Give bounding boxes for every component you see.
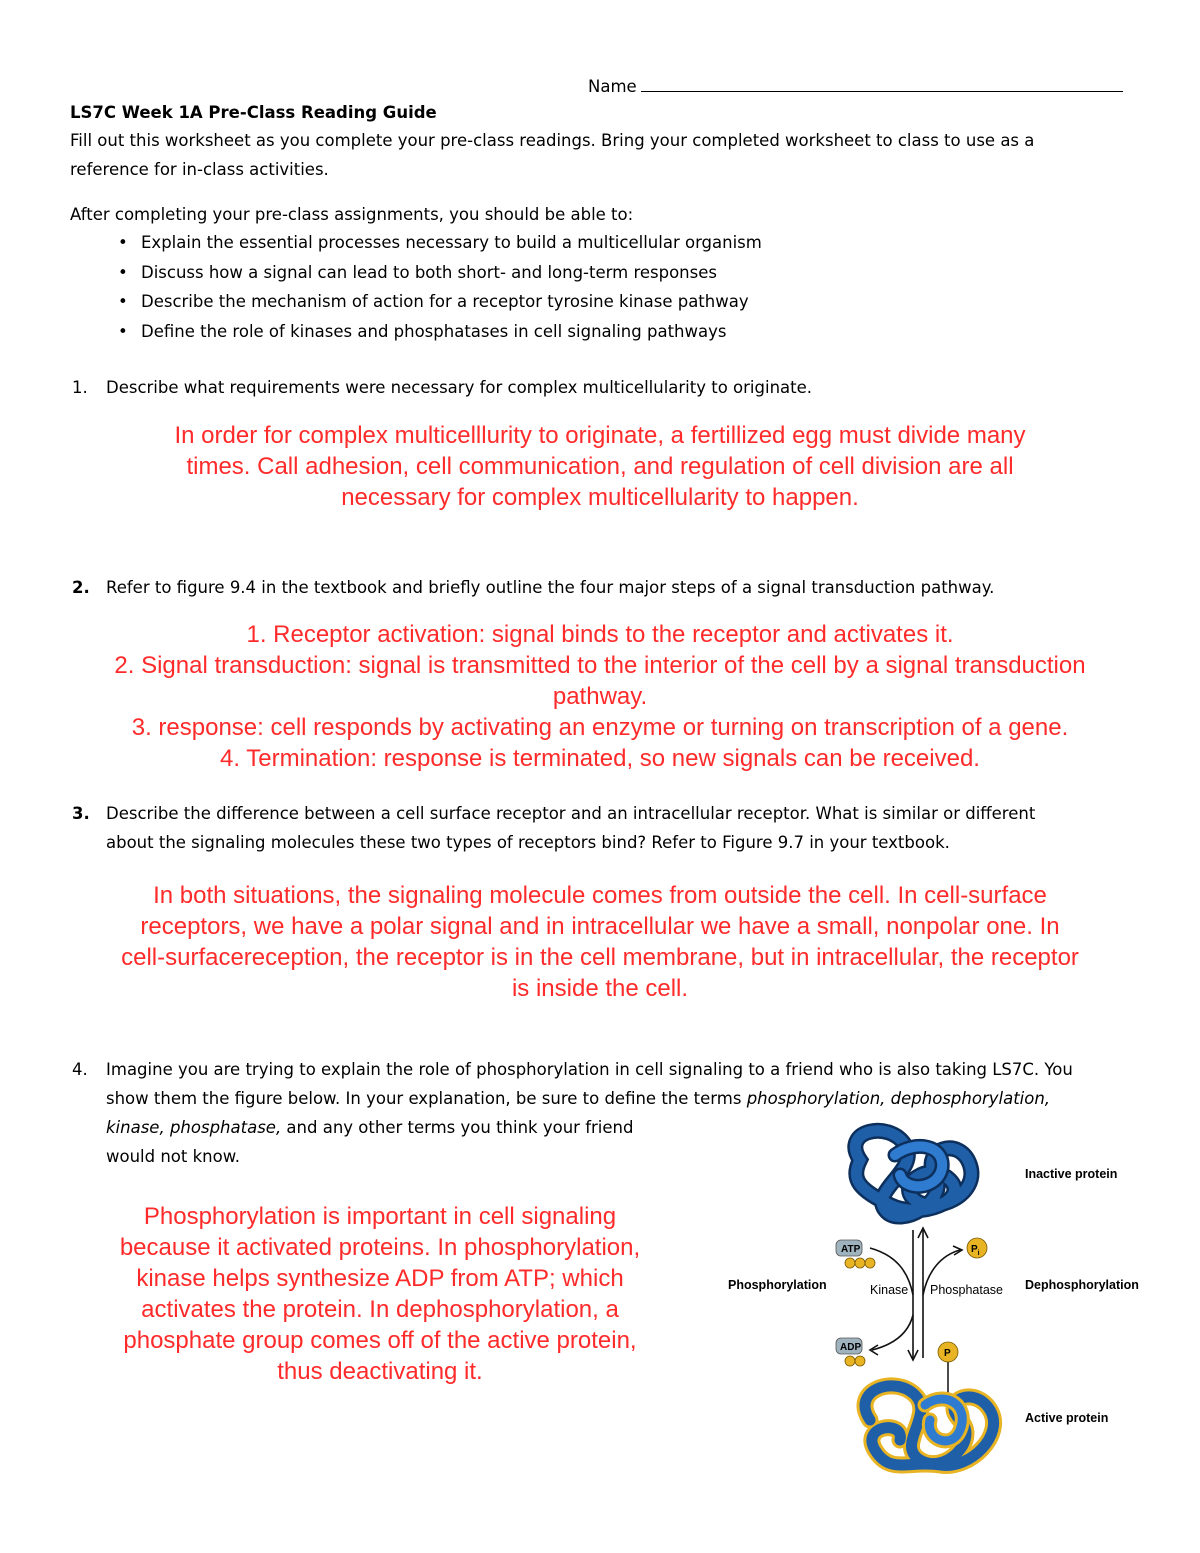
phosphatase-label: Phosphatase (930, 1283, 1003, 1297)
phosphorylation-figure (720, 1120, 1160, 1490)
answer-2[interactable]: 1. Receptor activation: signal binds to the receptor and activates it. 2. Signal transduction: signal is transmitted to the interior of the cell by a signal transduction pathway. 3. response: cell responds by activating an enzyme or turning on transcription of a gene. 4. Termination: response is terminated, so new signals can be received. (114, 621, 1086, 772)
dephosphorylation-label: Dephosphorylation (1025, 1278, 1139, 1292)
question-text-line-4: would not know. (106, 1147, 240, 1166)
bullet-icon: • (118, 292, 128, 311)
adp-label: ADP (840, 1342, 862, 1353)
question-text-line-2: about the signaling molecules these two types of receptors bind? Refer to Figure 9.7 in your textbook. (106, 833, 950, 852)
inactive-protein-icon (855, 1131, 971, 1217)
bullet-icon: • (118, 233, 128, 252)
objective-item: • Describe the mechanism of action for a receptor tyrosine kinase pathway (70, 287, 1130, 317)
objectives-list (70, 228, 1130, 346)
objective-item: • Explain the essential processes necessary to build a multicellular organism (70, 228, 1130, 258)
question-text: Describe what requirements were necessary for complex multicellularity to originate. (106, 378, 813, 397)
bullet-icon: • (118, 262, 128, 282)
atp-label: ATP (841, 1244, 861, 1255)
figure-graphic (720, 1120, 1160, 1490)
phosphorylation-label: Phosphorylation (728, 1278, 827, 1292)
question-text-line-3: kinase, phosphatase, and any other terms you think your friend (106, 1118, 634, 1137)
intro-line-2: reference for in-class activities. (70, 160, 329, 179)
objective-item: • Discuss how a signal can lead to both short- and long-term responses (70, 258, 1130, 288)
name-field[interactable] (588, 72, 1123, 101)
question-number: 4. (72, 1060, 88, 1079)
question-number: 2. (72, 578, 90, 597)
question-number: 3. (72, 804, 90, 823)
question-text-line-2: show them the figure below. In your explanation, be sure to define the terms phosphorylation, dephosphorylation, (106, 1089, 1051, 1108)
p-label: P (944, 1348, 951, 1359)
name-blank-line[interactable] (641, 73, 1123, 92)
name-label: Name (588, 77, 637, 96)
question-text-line-1: Describe the difference between a cell surface receptor and an intracellular receptor. What is similar or different (106, 804, 1036, 823)
question-text: Refer to figure 9.4 in the textbook and briefly outline the four major steps of a signal transduction pathway. (106, 578, 995, 597)
intro-line-1: Fill out this worksheet as you complete your pre-class readings. Bring your completed worksheet to class to use as a (70, 131, 1035, 150)
bullet-icon: • (118, 321, 128, 341)
pi-label: P (971, 1244, 978, 1255)
question-text-line-1: Imagine you are trying to explain the role of phosphorylation in cell signaling to a friend who is also taking LS7C. You (106, 1060, 1073, 1079)
kinase-label: Kinase (870, 1283, 909, 1297)
active-protein-label: Active protein (1025, 1411, 1109, 1425)
inactive-protein-label: Inactive protein (1025, 1167, 1118, 1181)
objective-item: • Define the role of kinases and phosphatases in cell signaling pathways (70, 317, 1130, 347)
question-number: 1. (72, 378, 88, 397)
answer-4[interactable]: Phosphorylation is important in cell signaling because it activated proteins. In phosphorylation, kinase helps synthesize ADP from ATP; which activates the protein. In dephosphorylation, a phosphate group comes off of the active protein, thus deactivating it. (119, 1203, 641, 1385)
objectives-lead: After completing your pre-class assignments, you should be able to: (70, 205, 634, 224)
active-protein-icon (865, 1342, 994, 1465)
pi-subscript: i (977, 1250, 980, 1257)
page-title: LS7C Week 1A Pre-Class Reading Guide (70, 103, 437, 122)
answer-1[interactable]: In order for complex multicelllurity to originate, a fertillized egg must divide many times. Call adhesion, cell communication, and regulation of cell division are all necessary for complex multicellularity to happen. (174, 422, 1026, 511)
answer-3[interactable]: In both situations, the signaling molecule comes from outside the cell. In cell-surface receptors, we have a polar signal and in intracellular we have a small, nonpolar one. In cell-surfacereception, the receptor is in the cell membrane, but in intracellular, the receptor is inside the cell. (121, 882, 1079, 1002)
